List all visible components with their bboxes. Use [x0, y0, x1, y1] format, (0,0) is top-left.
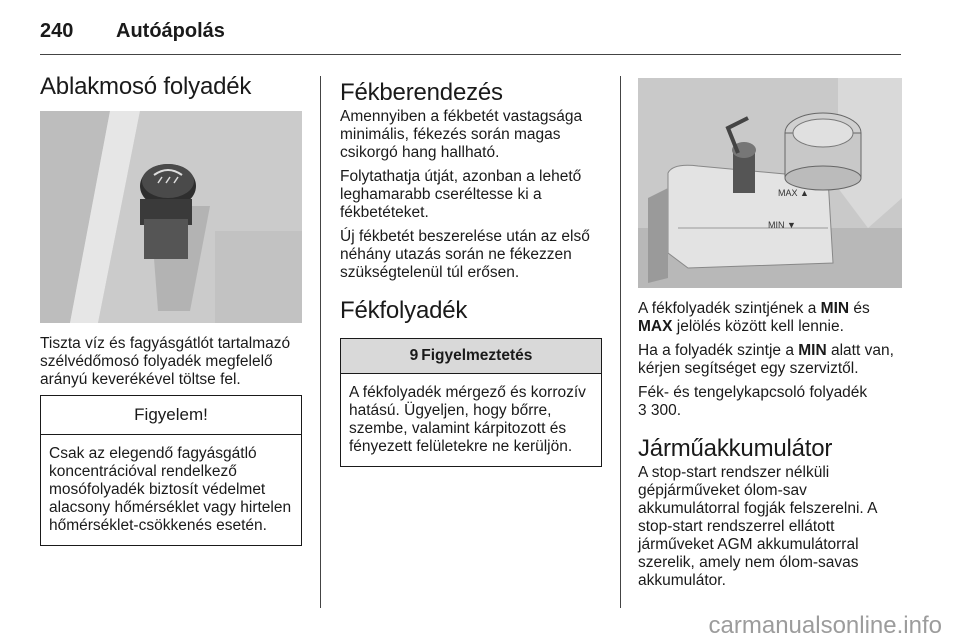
warning-box	[340, 338, 602, 467]
warning-title: Figyelmeztetés	[421, 347, 533, 364]
chapter-title: Autóápolás	[116, 20, 225, 42]
brakes-paragraph-3: Új fékbetét beszerelése után az első néhány utazás során ne fékezzen szükségtelenül túl erősen.	[340, 228, 590, 281]
battery-paragraph: A stop-start rendszer nélküli gépjárműveket ólom-sav akkumulátorral fogják felszerelni. A stop-start rendszerrel ellátott járműveket AGM akkumulátorral szerelik, amely nem ólom-savas akkumulátor.	[638, 464, 877, 589]
level-paragraph: A fékfolyadék szintjének a MIN és MAX jelölés között kell lennie.	[638, 300, 870, 335]
washer-reservoir-photo	[40, 111, 302, 323]
section-heading-battery: Járműakkumulátor	[638, 435, 833, 462]
page-header	[40, 14, 901, 55]
page-reference-link[interactable]: 3 300.	[638, 402, 682, 419]
section-heading-washer-fluid: Ablakmosó folyadék	[40, 73, 252, 100]
max-label: MAX ▲	[778, 188, 809, 198]
notice-title: Figyelem!	[41, 396, 301, 435]
brake-fluid-reservoir-photo	[638, 78, 902, 288]
section-heading-brake-fluid: Fékfolyadék	[340, 297, 468, 324]
washer-fluid-paragraph: Tiszta víz és fagyásgátlót tartalmazó szélvédőmosó folyadék megfelelő arányú keverékével töltse fel.	[40, 335, 291, 388]
section-heading-brakes: Fékberendezés	[340, 79, 503, 106]
column-brakes	[340, 78, 602, 467]
notice-body: Csak az elegendő fagyásgátló koncentrációval rendelkező mosófolyadék biztosít védelmet alacsony hőmérséklet vagy hirtelen hőmérséklet-csökkenés esetén.	[49, 445, 292, 534]
brakes-paragraph-1: Amennyiben a fékbetét vastagsága minimális, fékezés során magas csikorgó hang hallható.	[340, 108, 583, 161]
warning-title-bar	[341, 339, 601, 374]
watermark-text: carmanualsonline.info	[708, 612, 942, 639]
notice-box	[40, 395, 302, 546]
column-divider	[320, 76, 321, 608]
min-marker-text: MIN	[820, 300, 850, 317]
max-marker-text: MAX	[638, 318, 673, 335]
column-washer-fluid	[40, 72, 302, 546]
warning-icon: 9	[409, 347, 419, 364]
brakes-paragraph-2: Folytathatja útját, azonban a lehető leghamarabb cseréltesse ki a fékbetéteket.	[340, 168, 582, 221]
page-number: 240	[40, 20, 74, 42]
fluid-reference-paragraph: Fék- és tengelykapcsoló folyadék 3 300.	[638, 384, 868, 419]
column-divider	[620, 76, 621, 608]
warning-body: A fékfolyadék mérgező és korrozív hatású. Ügyeljen, hogy bőrre, szembe, valamint kárpitozott és fényezett felületekre ne kerüljön.	[349, 384, 586, 455]
column-brake-fluid-battery	[638, 78, 902, 596]
low-level-paragraph: Ha a folyadék szintje a MIN alatt van, kérjen segítséget egy szerviztől.	[638, 342, 894, 377]
min-label: MIN ▼	[768, 220, 796, 230]
